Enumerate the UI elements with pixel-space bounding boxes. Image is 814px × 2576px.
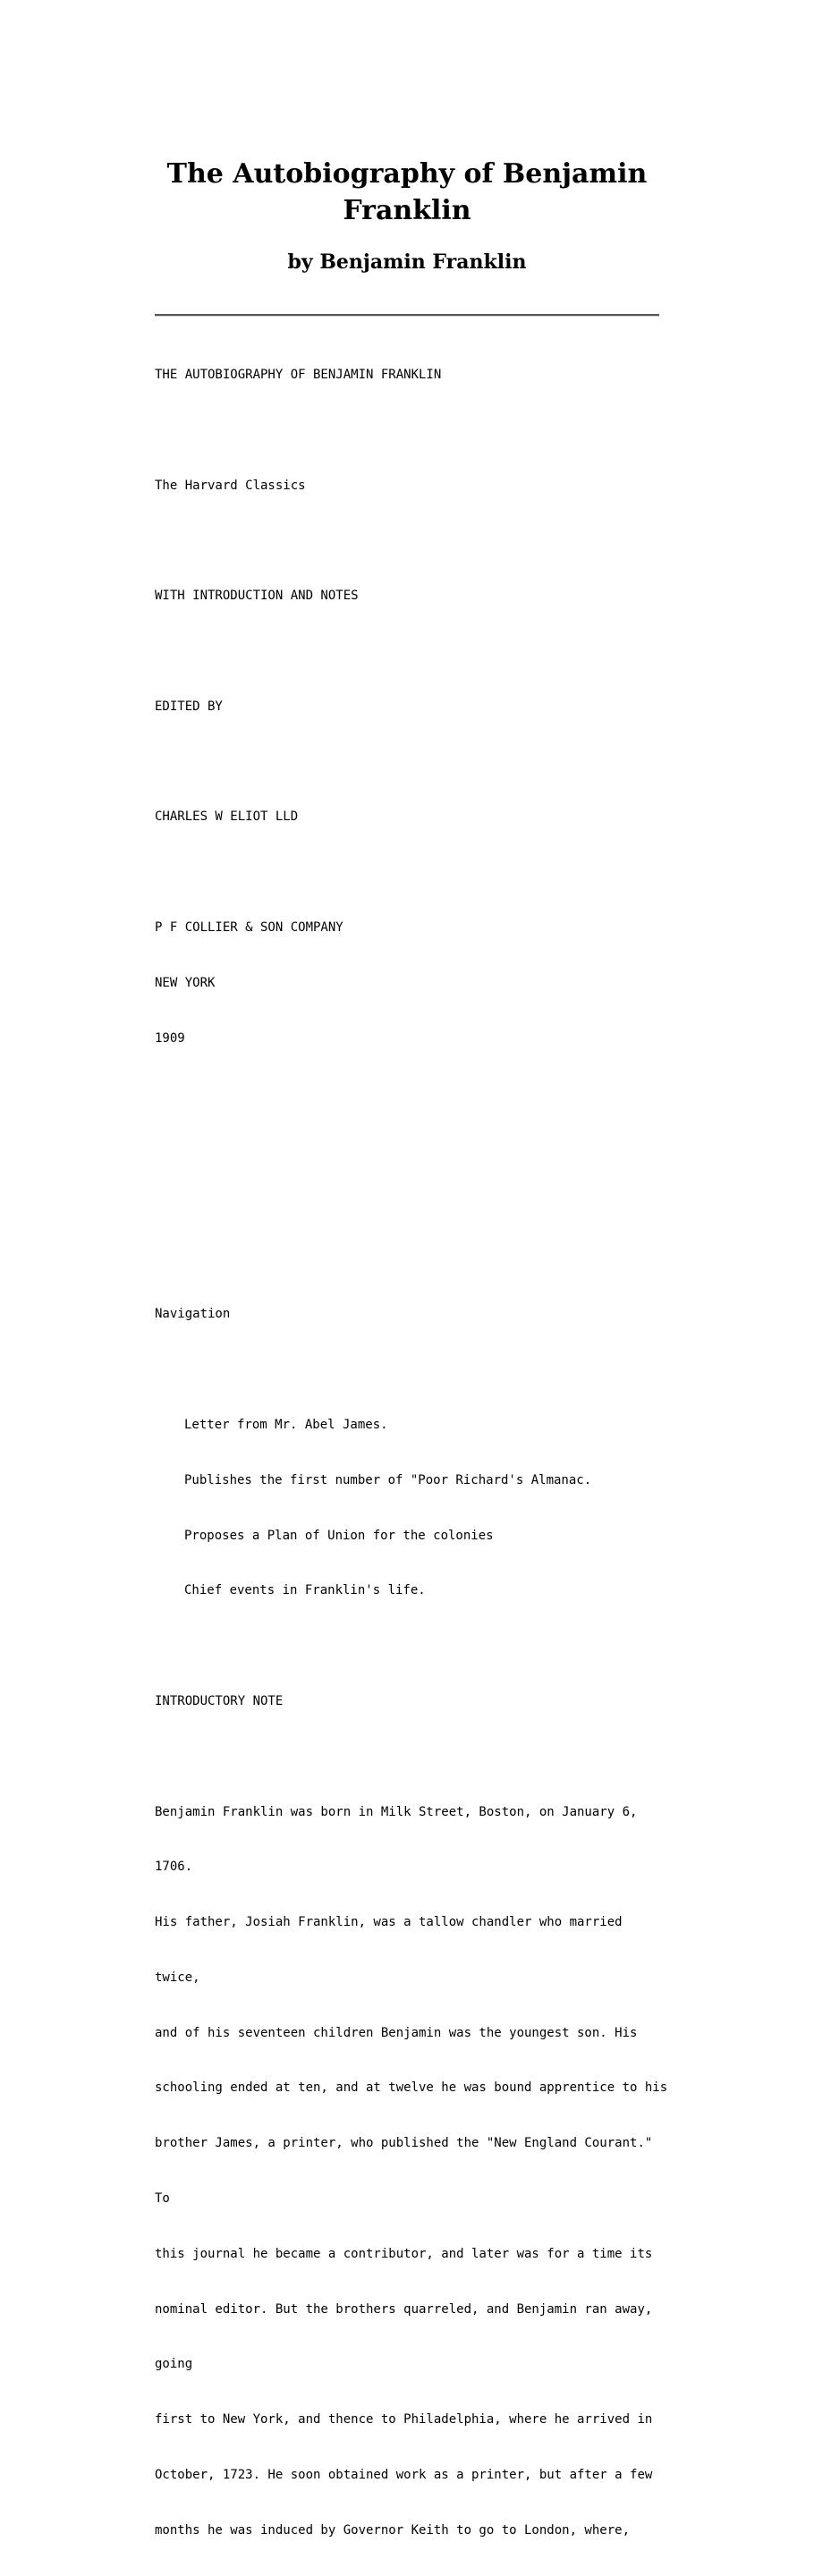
- book-title-line: THE AUTOBIOGRAPHY OF BENJAMIN FRANKLIN: [155, 368, 442, 383]
- publisher-line: P F COLLIER & SON COMPANY: [155, 920, 343, 935]
- intro-line: Benjamin Franklin was born in Milk Street, Boston, on January 6,: [155, 1804, 638, 1819]
- navigation-item[interactable]: Proposes a Plan of Union for the colonies: [184, 1528, 494, 1543]
- intro-line: His father, Josiah Franklin, was a tallow chandler who married: [155, 1915, 623, 1930]
- intro-line: To: [155, 2190, 170, 2206]
- intro-line: brother James, a printer, who published the "New England Courant.": [155, 2136, 653, 2151]
- intro-line: twice,: [155, 1970, 200, 1985]
- year-line: 1909: [155, 1030, 185, 1046]
- intro-line: months he was induced by Governor Keith to go to London, where,: [155, 2522, 631, 2538]
- navigation-heading: Navigation: [155, 1307, 231, 1322]
- navigation-item[interactable]: Chief events in Franklin's life.: [184, 1583, 426, 1598]
- intro-line: first to New York, and thence to Philadelphia, where he arrived in: [155, 2412, 653, 2428]
- edited-by-line: EDITED BY: [155, 699, 223, 714]
- divider: [155, 314, 659, 317]
- intro-line: this journal he became a contributor, and later was for a time its: [155, 2246, 653, 2261]
- intro-line: nominal editor. But the brothers quarreled, and Benjamin ran away,: [155, 2301, 653, 2317]
- intro-line: October, 1723. He soon obtained work as a printer, but after a few: [155, 2467, 653, 2482]
- city-line: NEW YORK: [155, 975, 216, 990]
- intro-notes-line: WITH INTRODUCTION AND NOTES: [155, 589, 359, 604]
- intro-line: 1706.: [155, 1860, 193, 1875]
- series-line: The Harvard Classics: [155, 478, 306, 493]
- intro-heading: INTRODUCTORY NOTE: [155, 1693, 284, 1708]
- navigation-item[interactable]: Letter from Mr. Abel James.: [184, 1418, 388, 1433]
- intro-line: and of his seventeen children Benjamin was the youngest son. His: [155, 2025, 638, 2040]
- intro-line: schooling ended at ten, and at twelve he was bound apprentice to his: [155, 2080, 668, 2096]
- intro-line: going: [155, 2357, 193, 2372]
- preformatted-text: [155, 329, 691, 2576]
- editor-line: CHARLES W ELIOT LLD: [155, 809, 299, 825]
- author-line: by Benjamin Franklin: [287, 250, 527, 274]
- document-title: The Autobiography of Benjamin Franklin: [166, 158, 648, 226]
- navigation-item[interactable]: Publishes the first number of "Poor Richard's Almanac.: [184, 1472, 592, 1487]
